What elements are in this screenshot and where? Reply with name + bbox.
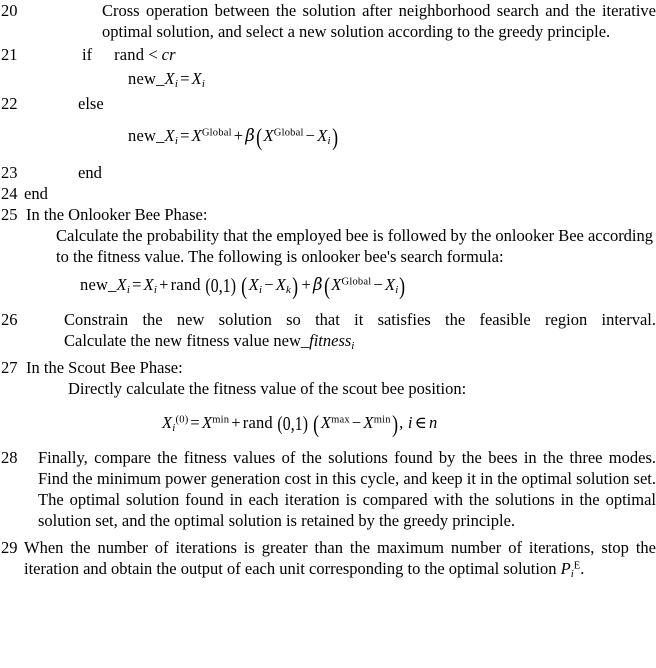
eq27-g-a-var: X: [320, 413, 332, 433]
eq25-lhs-var: X: [116, 275, 127, 295]
line-25-content: [26, 204, 656, 267]
line-number-20: 20: [1, 1, 18, 20]
line-26-fitness-symbol: _fitness$_i$: [300, 331, 355, 353]
keyword-if: if: [82, 45, 93, 64]
eq22-beta: β: [245, 126, 256, 146]
line-number-21: 21: [1, 45, 18, 64]
line-26-content: [26, 309, 656, 351]
line-number-24: 24: [1, 184, 18, 203]
eq25-g2-b-sub: i: [395, 284, 399, 297]
eq22-term3-var: X: [317, 126, 328, 146]
eq25-g2-b-var: X: [384, 275, 396, 295]
eq22-term2-var: X: [263, 126, 274, 146]
eq27-equals: =: [190, 413, 200, 433]
equation-22: [0, 124, 656, 152]
line-number-22: 22: [1, 94, 18, 113]
eq22-lhs-var: X: [164, 126, 175, 146]
eq27-g-b-sup: min: [373, 414, 391, 426]
eq27-g-open: (: [313, 411, 320, 438]
line-27-title: In the Scout Bee Phase:: [26, 358, 183, 377]
eq22-equals: =: [180, 126, 190, 146]
eq22-term1-var: X: [191, 126, 202, 146]
line-26-text-1: Constrain the new solution so that it satisfies the feasible region interval.: [64, 310, 656, 329]
eq27-plus: +: [231, 413, 241, 433]
pseudocode-line-24: [0, 183, 656, 204]
line-26-text-2: [26, 330, 656, 351]
eq22-term3-sub: i: [327, 135, 331, 148]
line-number-29: 29: [1, 538, 18, 557]
line-number-25: 25: [1, 205, 18, 224]
line-number-27: 27: [1, 358, 18, 377]
line-25-title: In the Onlooker Bee Phase:: [26, 205, 208, 224]
eq22-term1-sup: Global: [201, 127, 232, 139]
pseudocode-line-25: [0, 204, 656, 267]
eq25-plus1: +: [159, 275, 169, 295]
eq25-underscore: _: [108, 275, 117, 295]
eq27-t1-var: X: [201, 413, 213, 433]
eq27-rand: rand: [242, 413, 273, 433]
equation-21: [0, 69, 656, 89]
line-23-content: [26, 162, 656, 183]
pseudocode-line-21: [0, 44, 656, 65]
eq22-lhs-sub: i: [174, 135, 179, 148]
eq27-member-symbol: ∈: [414, 413, 428, 433]
eq22-paren-close: ): [331, 124, 338, 151]
pseudocode-line-20: [0, 0, 656, 42]
eq25-equals: =: [132, 275, 142, 295]
line-number-28: 28: [1, 448, 18, 467]
eq25-g1-b-sub: k: [286, 284, 292, 297]
line-20-text: Cross operation between the solution after neighborhood search and the iterative optimal solution, and select a new solution according to the greedy principle.: [102, 1, 656, 41]
eq22-new-label: new: [128, 126, 157, 146]
eq25-g2-a-sup: Global: [341, 276, 372, 288]
keyword-else: else: [78, 94, 104, 113]
eq25-rand-args: (0,1): [205, 274, 236, 297]
eq27-lhs-sub: i: [172, 422, 176, 435]
line-26-text-2-prefix: Calculate the new fitness value new: [64, 331, 301, 350]
eq25-g1-a-sub: i: [259, 284, 263, 297]
eq25-g1-b-var: X: [275, 275, 287, 295]
eq21-equals: =: [180, 69, 190, 88]
eq27-rand-args: (0,1): [277, 412, 309, 435]
line-25-text: Calculate the probability that the employed bee is followed by the onlooker Bee according to the fitness value. The following is onlooker bee's search formula:: [56, 226, 654, 266]
eq25-g2-open: (: [323, 273, 331, 300]
variable-cr: cr: [161, 45, 176, 64]
eq25-t1-var: X: [143, 275, 154, 295]
eq27-g-close: ): [391, 411, 398, 438]
eq27-lhs-var: X: [162, 413, 173, 433]
eq27-index-var: i: [407, 413, 413, 433]
eq21-rhs-sub: i: [201, 78, 206, 91]
pseudocode-line-26: [0, 309, 656, 351]
eq25-plus2: +: [301, 275, 312, 295]
eq27-set-var: n: [429, 413, 438, 433]
eq25-g2-a-var: X: [331, 275, 342, 295]
line-27-content: [26, 357, 656, 399]
eq22-paren-open: (: [256, 124, 263, 151]
line-number-23: 23: [1, 163, 18, 182]
line-24-content: [24, 183, 656, 204]
line-29-content: [24, 537, 656, 579]
line-29-period: .: [580, 559, 585, 578]
line-28-text: Finally, compare the fitness values of the solutions found by the bees in the three modes. Find the minimum power generation cost in this cycle, and keep it in the optimal solution set. The optimal solution found in each iteration is compared with the solutions in the optimal solution set, and the optimal solution is retained by the greedy principle.: [38, 448, 656, 530]
pseudocode-line-23: [0, 162, 656, 183]
eq25-lhs-sub: i: [126, 284, 131, 297]
eq22-term2-sup: Global: [273, 127, 304, 139]
condition-expression: rand < cr: [114, 45, 176, 64]
equation-27: [0, 411, 656, 439]
keyword-end-23: end: [78, 163, 102, 182]
eq21-rhs-var: X: [191, 69, 202, 88]
eq21-new-label: new: [128, 69, 157, 88]
eq25-beta: β: [313, 275, 323, 295]
eq25-new-label: new: [80, 275, 109, 295]
eq27-g-a-sup: max: [331, 414, 350, 426]
eq25-rand: rand: [170, 275, 201, 295]
optimal-solution-symbol: $P_i^E$: [560, 559, 581, 581]
eq25-g2-close: ): [399, 273, 406, 300]
line-22-content: [26, 93, 656, 114]
eq27-g-minus: −: [351, 413, 362, 433]
pseudocode-line-22: [0, 93, 656, 114]
eq21-lhs-var: X: [164, 69, 175, 88]
eq21-lhs-sub: i: [174, 78, 179, 91]
eq25-g1-open: (: [241, 273, 248, 300]
pseudocode-line-27: [0, 357, 656, 399]
line-21-content: [26, 44, 656, 65]
equation-25: [0, 273, 656, 301]
eq25-g1-a-var: X: [248, 275, 259, 295]
line-27-text: Directly calculate the fitness value of the scout bee position:: [68, 379, 467, 398]
eq27-lhs-sup: (0): [175, 414, 189, 426]
eq27-g-b-var: X: [363, 413, 374, 433]
line-number-26: 26: [1, 310, 18, 329]
pseudocode-line-29: [0, 537, 656, 579]
eq25-t1-sub: i: [153, 284, 158, 297]
eq22-minus: −: [305, 126, 316, 146]
eq22-plus: +: [233, 126, 244, 146]
keyword-end-24: end: [24, 184, 48, 203]
pseudocode-line-28: [0, 447, 656, 531]
eq25-g1-close: ): [292, 273, 299, 300]
eq25-g1-minus: −: [264, 275, 274, 295]
eq21-underscore: _: [156, 69, 165, 88]
eq27-comma: ,: [399, 413, 404, 433]
eq27-t1-sup: min: [212, 414, 230, 426]
eq25-g2-minus: −: [373, 275, 383, 295]
eq22-underscore: _: [156, 126, 165, 146]
line-29-text: When the number of iterations is greater than the maximum number of iterations, stop the iteration and obtain the output of each unit corresponding to the optimal solution: [24, 538, 656, 578]
